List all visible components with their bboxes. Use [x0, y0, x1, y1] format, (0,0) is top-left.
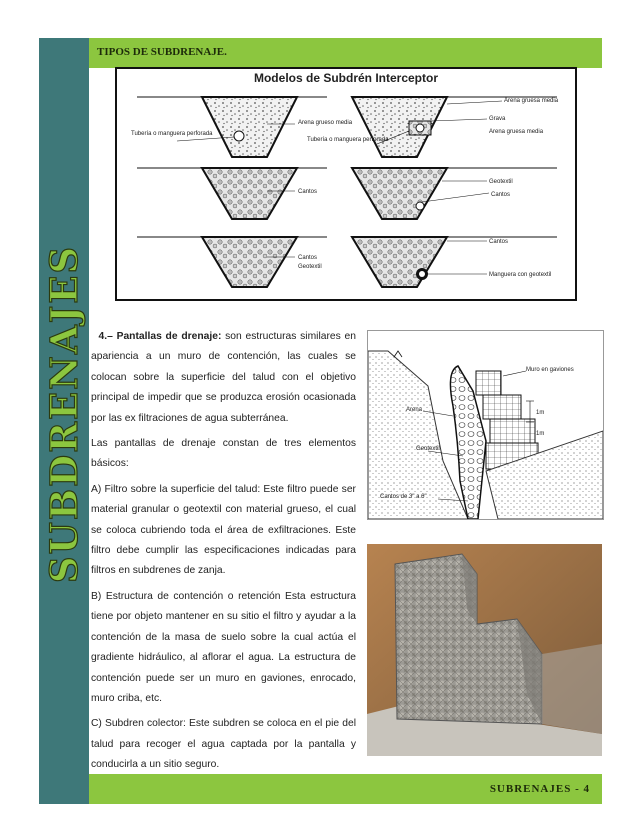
label-manguera: Manguera con geotextil: [489, 272, 552, 278]
paragraph-filtro: A) Filtro sobre la superficie del talud: Este filtro puede ser material granular o geotextil con material grueso, el cual se coloca cubriendo toda el área de exfiltraciones. Este filtro debe cumplir las especificaciones indicadas para filtros en subdrenes de zanja.: [91, 483, 356, 577]
label-cantos-right: Cantos: [491, 192, 511, 198]
label-dim-1: 1m: [536, 410, 545, 416]
figure-title: Modelos de Subdrén Interceptor: [253, 71, 439, 85]
paragraph-pantallas-text: son estructuras similares en apariencia a un muro de contención, las cuales se colocan sobre la superficie del talud con el objetivo principal de impedir que se produzca erosión ocasionada por las ex filtraciones de agua subterránea.: [91, 331, 356, 424]
label-tuberia-left: Tubería o manguera perforada: [131, 131, 213, 137]
sidebar-title: SUBDRENAJES: [42, 244, 86, 584]
paragraph-pantallas: [91, 327, 356, 429]
label-arena-right: Arena gruesa media: [489, 129, 544, 135]
label-tuberia-right: Tubería o manguera perforada: [307, 137, 389, 143]
paragraph-subdren: C) Subdren colector: Este subdren se coloca en el pie del talud para recoger el agua captada por la pantalla y conducirla a un sitio seguro.: [91, 718, 356, 771]
label-geotextil: Geotextil: [416, 446, 440, 452]
footer-bar: [89, 774, 602, 804]
label-grava: Grava: [489, 116, 506, 122]
label-dim-2: 1m: [536, 431, 545, 437]
subdrain-models-figure: [115, 67, 577, 301]
label-arena-media-right: Arena gruesa media: [504, 98, 559, 104]
label-cantos-mid: Cantos: [298, 189, 318, 195]
lead-heading: 4.– Pantallas de drenaje:: [98, 331, 222, 342]
page-footer: SUBRENAJES - 4: [489, 783, 590, 795]
gabion-wall-diagram: [367, 330, 604, 520]
label-muro-gaviones: Muro en gaviones: [526, 367, 574, 373]
label-cantos-bottom-right: Cantos: [489, 239, 509, 245]
label-geotextil-bottom: Geotextil: [298, 264, 322, 270]
gabion-wall-photo: [367, 544, 602, 756]
label-cantos: Cantos de 3" a 6": [380, 494, 427, 500]
label-arena-media: Arena grueso media: [298, 120, 353, 126]
label-cantos-bottom: Cantos: [298, 255, 318, 261]
paragraph-elementos: Las pantallas de drenaje constan de tres elementos básicos:: [91, 438, 356, 470]
label-geotextil-right: Geotextil: [489, 179, 513, 185]
paragraph-estructura: B) Estructura de contención o retención Esta estructura tiene por objeto mantener en su sitio el filtro y ayudar a la contención de la masa de suelo sobre la cual actúa el gradiente hidráulico, al aflorar el agua. La estructura de contención puede ser un muro en gaviones, enrocado, muro criba, etc.: [91, 590, 356, 704]
header-bar: [89, 38, 602, 68]
label-arena: Arena: [406, 407, 423, 413]
section-title: TIPOS DE SUBDRENAJE.: [97, 46, 227, 58]
body-text: [91, 327, 356, 781]
